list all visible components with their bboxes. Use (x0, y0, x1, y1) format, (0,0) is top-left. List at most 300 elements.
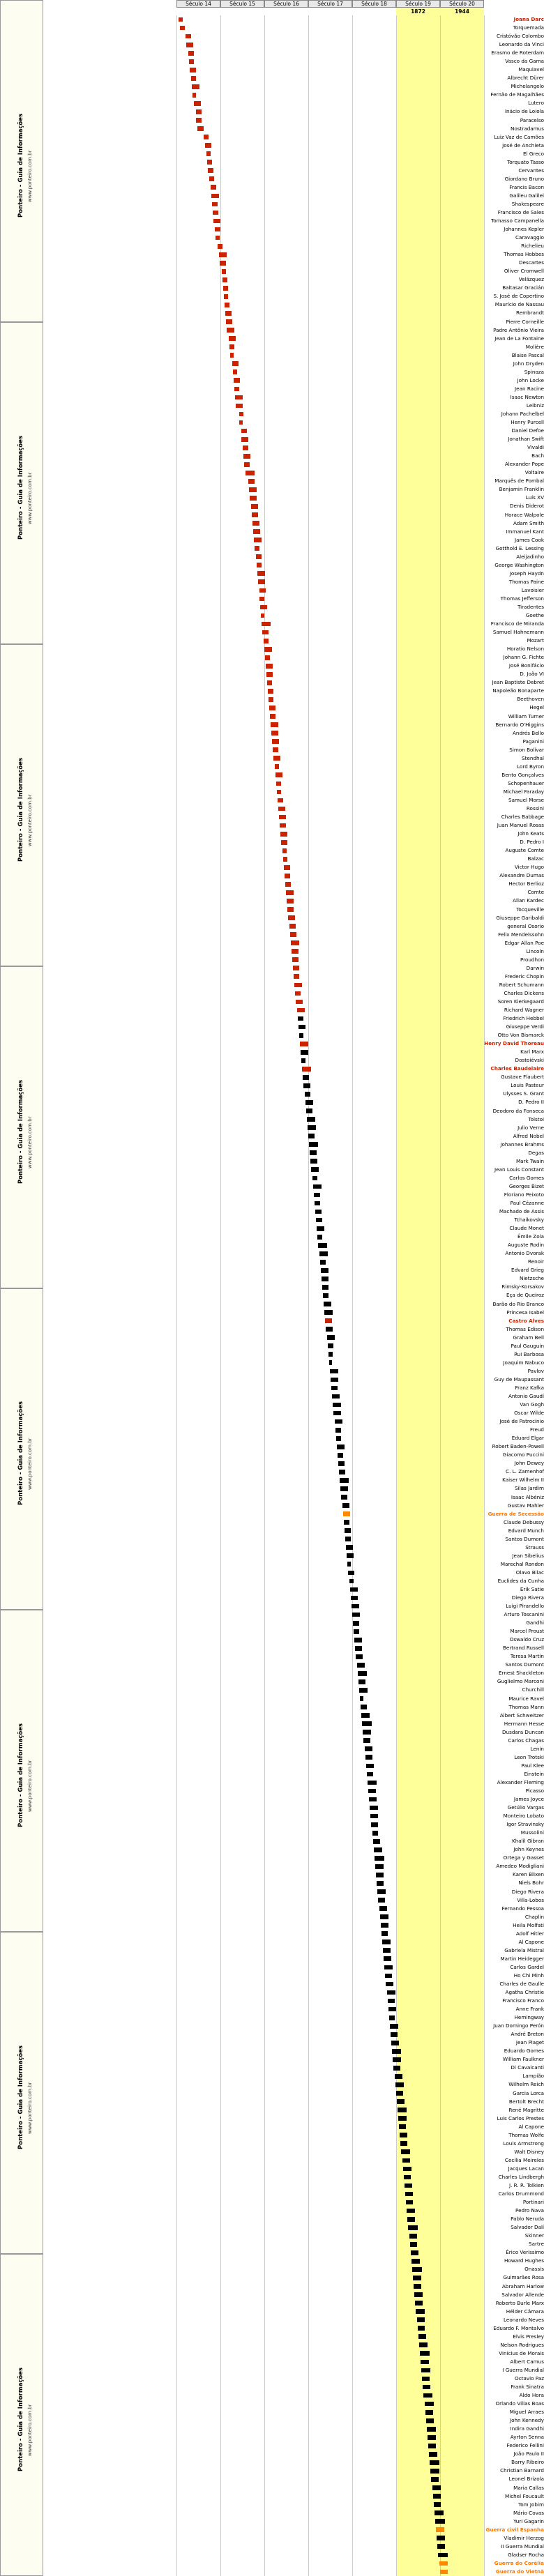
timeline-row[interactable] (0, 1132, 544, 1141)
timeline-row[interactable] (0, 443, 544, 452)
timeline-row[interactable] (0, 418, 544, 427)
timeline-row[interactable] (0, 309, 544, 317)
timeline-row[interactable] (0, 863, 544, 871)
timeline-row[interactable] (0, 2140, 544, 2148)
timeline-row[interactable] (0, 2030, 544, 2038)
timeline-row[interactable] (0, 2291, 544, 2299)
timeline-row[interactable] (0, 1174, 544, 1182)
timeline-row[interactable] (0, 1367, 544, 1375)
timeline-row[interactable] (0, 1166, 544, 1174)
timeline-row[interactable] (0, 805, 544, 813)
timeline-row[interactable] (0, 1854, 544, 1862)
timeline-row[interactable] (0, 1737, 544, 1745)
timeline-row[interactable] (0, 183, 544, 192)
timeline-row[interactable] (0, 393, 544, 402)
timeline-row[interactable] (0, 158, 544, 167)
timeline-row[interactable] (0, 1845, 544, 1854)
timeline-row[interactable] (0, 2568, 544, 2576)
timeline-row[interactable] (0, 318, 544, 326)
timeline-row[interactable] (0, 1342, 544, 1350)
timeline-row[interactable] (0, 208, 544, 217)
timeline-row[interactable] (0, 645, 544, 653)
timeline-row[interactable] (0, 595, 544, 603)
timeline-row[interactable] (0, 830, 544, 838)
timeline-row[interactable] (0, 1031, 544, 1039)
timeline-row[interactable] (0, 2265, 544, 2273)
timeline-row[interactable] (0, 964, 544, 973)
timeline-row[interactable] (0, 570, 544, 578)
timeline-row[interactable] (0, 897, 544, 905)
timeline-row[interactable] (0, 922, 544, 931)
timeline-row[interactable] (0, 1804, 544, 1812)
timeline-row[interactable] (0, 1997, 544, 2005)
timeline-row[interactable] (0, 2316, 544, 2324)
timeline-row[interactable] (0, 1862, 544, 1870)
timeline-row[interactable] (0, 1544, 544, 1552)
timeline-row[interactable] (0, 1787, 544, 1795)
timeline-row[interactable] (0, 1384, 544, 1392)
timeline-row[interactable] (0, 1334, 544, 1342)
timeline-row[interactable] (0, 2341, 544, 2349)
timeline-row[interactable] (0, 2080, 544, 2089)
timeline-row[interactable] (0, 242, 544, 250)
timeline-row[interactable] (0, 300, 544, 309)
timeline-row[interactable] (0, 788, 544, 796)
timeline-row[interactable] (0, 528, 544, 536)
timeline-row[interactable] (0, 427, 544, 435)
timeline-row[interactable] (0, 1980, 544, 1988)
timeline-row[interactable] (0, 1762, 544, 1770)
timeline-row[interactable] (0, 2181, 544, 2190)
timeline-row[interactable] (0, 292, 544, 300)
timeline-row[interactable] (0, 1527, 544, 1535)
timeline-row[interactable] (0, 107, 544, 116)
timeline-row[interactable] (0, 670, 544, 678)
timeline-row[interactable] (0, 1073, 544, 1081)
timeline-row[interactable] (0, 1753, 544, 1762)
timeline-row[interactable] (0, 2207, 544, 2215)
timeline-row[interactable] (0, 133, 544, 142)
timeline-row[interactable] (0, 1484, 544, 1493)
timeline-row[interactable] (0, 1946, 544, 1955)
timeline-row[interactable] (0, 628, 544, 637)
timeline-row[interactable] (0, 763, 544, 771)
timeline-row[interactable] (0, 1291, 544, 1300)
timeline-row[interactable] (0, 536, 544, 544)
timeline-row[interactable] (0, 586, 544, 595)
timeline-row[interactable] (0, 1602, 544, 1610)
timeline-row[interactable] (0, 2543, 544, 2551)
timeline-row[interactable] (0, 947, 544, 956)
timeline-row[interactable] (0, 2475, 544, 2483)
timeline-row[interactable] (0, 360, 544, 368)
timeline-row[interactable] (0, 2467, 544, 2475)
timeline-row[interactable] (0, 1141, 544, 1149)
timeline-row[interactable] (0, 1056, 544, 1065)
timeline-row[interactable] (0, 603, 544, 611)
timeline-row[interactable] (0, 1207, 544, 1216)
timeline-row[interactable] (0, 1686, 544, 1694)
timeline-row[interactable] (0, 796, 544, 805)
timeline-row[interactable] (0, 1426, 544, 1434)
timeline-row[interactable] (0, 1023, 544, 1031)
timeline-row[interactable] (0, 653, 544, 662)
timeline-row[interactable] (0, 1249, 544, 1258)
timeline-row[interactable] (0, 385, 544, 393)
timeline-row[interactable] (0, 821, 544, 830)
timeline-row[interactable] (0, 2223, 544, 2232)
timeline-row[interactable] (0, 1241, 544, 1249)
timeline-row[interactable] (0, 1535, 544, 1544)
timeline-row[interactable] (0, 662, 544, 670)
timeline-row[interactable] (0, 738, 544, 746)
timeline-row[interactable] (0, 1518, 544, 1527)
timeline-row[interactable] (0, 1594, 544, 1602)
timeline-row[interactable] (0, 2501, 544, 2509)
timeline-row[interactable] (0, 1896, 544, 1905)
timeline-row[interactable] (0, 259, 544, 267)
timeline-row[interactable] (0, 1224, 544, 1233)
timeline-row[interactable] (0, 695, 544, 703)
timeline-row[interactable] (0, 1770, 544, 1778)
timeline-row[interactable] (0, 2131, 544, 2140)
timeline-row[interactable] (0, 1669, 544, 1677)
timeline-row[interactable] (0, 326, 544, 335)
timeline-row[interactable] (0, 125, 544, 133)
timeline-row[interactable] (0, 1434, 544, 1442)
timeline-row[interactable] (0, 1258, 544, 1266)
timeline-row[interactable] (0, 1392, 544, 1401)
timeline-row[interactable] (0, 2517, 544, 2526)
timeline-row[interactable] (0, 846, 544, 855)
timeline-row[interactable] (0, 1677, 544, 1686)
timeline-row[interactable] (0, 1317, 544, 1325)
timeline-row[interactable] (0, 729, 544, 738)
timeline-row[interactable] (0, 468, 544, 477)
timeline-row[interactable] (0, 275, 544, 284)
timeline-row[interactable] (0, 2022, 544, 2030)
timeline-row[interactable] (0, 1216, 544, 1224)
timeline-row[interactable] (0, 2248, 544, 2257)
timeline-row[interactable] (0, 2408, 544, 2416)
timeline-row[interactable] (0, 939, 544, 947)
timeline-row[interactable] (0, 150, 544, 158)
timeline-row[interactable] (0, 234, 544, 242)
timeline-row[interactable] (0, 1820, 544, 1829)
timeline-row[interactable] (0, 1309, 544, 1317)
timeline-row[interactable] (0, 1720, 544, 1728)
timeline-row[interactable] (0, 335, 544, 343)
timeline-row[interactable] (0, 1636, 544, 1644)
timeline-row[interactable] (0, 2089, 544, 2098)
timeline-row[interactable] (0, 494, 544, 502)
timeline-row[interactable] (0, 1870, 544, 1879)
timeline-row[interactable] (0, 2148, 544, 2156)
timeline-row[interactable] (0, 1921, 544, 1930)
timeline-row[interactable] (0, 142, 544, 150)
timeline-row[interactable] (0, 1090, 544, 1098)
timeline-row[interactable] (0, 1468, 544, 1476)
timeline-row[interactable] (0, 1652, 544, 1661)
timeline-row[interactable] (0, 1493, 544, 1502)
timeline-row[interactable] (0, 1149, 544, 1157)
timeline-row[interactable] (0, 1442, 544, 1451)
timeline-row[interactable] (0, 2366, 544, 2375)
timeline-row[interactable] (0, 1157, 544, 1166)
timeline-row[interactable] (0, 1124, 544, 1132)
timeline-row[interactable] (0, 746, 544, 754)
timeline-row[interactable] (0, 116, 544, 125)
timeline-row[interactable] (0, 1745, 544, 1753)
timeline-row[interactable] (0, 1107, 544, 1115)
timeline-row[interactable] (0, 561, 544, 570)
timeline-row[interactable] (0, 2273, 544, 2282)
timeline-row[interactable] (0, 1879, 544, 1887)
timeline-row[interactable] (0, 1888, 544, 1896)
timeline-row[interactable] (0, 2072, 544, 2080)
timeline-row[interactable] (0, 1837, 544, 1845)
timeline-row[interactable] (0, 2038, 544, 2047)
timeline-row[interactable] (0, 2190, 544, 2198)
timeline-row[interactable] (0, 1401, 544, 1409)
timeline-row[interactable] (0, 981, 544, 989)
timeline-row[interactable] (0, 200, 544, 208)
timeline-row[interactable] (0, 973, 544, 981)
timeline-row[interactable] (0, 754, 544, 763)
timeline-row[interactable] (0, 1619, 544, 1627)
timeline-row[interactable] (0, 485, 544, 494)
timeline-row[interactable] (0, 1283, 544, 1291)
timeline-row[interactable] (0, 24, 544, 32)
timeline-row[interactable] (0, 703, 544, 712)
timeline-row[interactable] (0, 1829, 544, 1837)
timeline-row[interactable] (0, 1300, 544, 1309)
timeline-row[interactable] (0, 1778, 544, 1787)
timeline-row[interactable] (0, 1627, 544, 1636)
timeline-row[interactable] (0, 511, 544, 519)
timeline-row[interactable] (0, 2198, 544, 2207)
timeline-row[interactable] (0, 1703, 544, 1712)
timeline-row[interactable] (0, 1014, 544, 1023)
timeline-row[interactable] (0, 2391, 544, 2400)
timeline-row[interactable] (0, 1098, 544, 1106)
timeline-row[interactable] (0, 2114, 544, 2123)
timeline-row[interactable] (0, 74, 544, 82)
timeline-row[interactable] (0, 460, 544, 468)
timeline-row[interactable] (0, 1409, 544, 1417)
timeline-row[interactable] (0, 1350, 544, 1359)
timeline-row[interactable] (0, 452, 544, 460)
timeline-row[interactable] (0, 435, 544, 443)
timeline-row[interactable] (0, 376, 544, 385)
timeline-row[interactable] (0, 2240, 544, 2248)
timeline-row[interactable] (0, 578, 544, 586)
timeline-row[interactable] (0, 1644, 544, 1652)
timeline-row[interactable] (0, 637, 544, 645)
timeline-row[interactable] (0, 871, 544, 880)
timeline-row[interactable] (0, 2098, 544, 2106)
timeline-row[interactable] (0, 2375, 544, 2383)
timeline-row[interactable] (0, 1913, 544, 1921)
timeline-row[interactable] (0, 2055, 544, 2064)
timeline-row[interactable] (0, 1451, 544, 1459)
timeline-row[interactable] (0, 2215, 544, 2223)
timeline-row[interactable] (0, 2509, 544, 2517)
timeline-row[interactable] (0, 250, 544, 259)
timeline-row[interactable] (0, 1972, 544, 1980)
timeline-row[interactable] (0, 1812, 544, 1820)
timeline-row[interactable] (0, 1577, 544, 1585)
timeline-row[interactable] (0, 620, 544, 628)
timeline-row[interactable] (0, 2173, 544, 2181)
timeline-row[interactable] (0, 2534, 544, 2543)
timeline-row[interactable] (0, 2324, 544, 2333)
timeline-row[interactable] (0, 1955, 544, 1963)
timeline-row[interactable] (0, 167, 544, 175)
timeline-row[interactable] (0, 343, 544, 351)
timeline-row[interactable] (0, 1610, 544, 1619)
timeline-row[interactable] (0, 838, 544, 846)
timeline-row[interactable] (0, 1325, 544, 1334)
timeline-row[interactable] (0, 351, 544, 360)
timeline-row[interactable] (0, 2551, 544, 2559)
timeline-row[interactable] (0, 2358, 544, 2366)
timeline-row[interactable] (0, 2165, 544, 2173)
timeline-row[interactable] (0, 1274, 544, 1283)
timeline-row[interactable] (0, 1930, 544, 1938)
timeline-row[interactable] (0, 2458, 544, 2467)
timeline-row[interactable] (0, 1963, 544, 1972)
timeline-row[interactable] (0, 880, 544, 888)
timeline-row[interactable] (0, 1988, 544, 1997)
timeline-row[interactable] (0, 906, 544, 914)
timeline-row[interactable] (0, 99, 544, 107)
timeline-row[interactable] (0, 2156, 544, 2165)
timeline-row[interactable] (0, 1182, 544, 1191)
timeline-row[interactable] (0, 477, 544, 485)
timeline-row[interactable] (0, 2047, 544, 2055)
timeline-row[interactable] (0, 2559, 544, 2568)
timeline-row[interactable] (0, 553, 544, 561)
timeline-row[interactable] (0, 2005, 544, 2013)
timeline-row[interactable] (0, 217, 544, 225)
timeline-row[interactable] (0, 1560, 544, 1569)
timeline-row[interactable] (0, 1048, 544, 1056)
timeline-row[interactable] (0, 2383, 544, 2391)
timeline-row[interactable] (0, 1476, 544, 1484)
timeline-row[interactable] (0, 2232, 544, 2240)
timeline-row[interactable] (0, 813, 544, 821)
timeline-row[interactable] (0, 611, 544, 620)
timeline-row[interactable] (0, 2416, 544, 2425)
timeline-row[interactable] (0, 2257, 544, 2265)
timeline-row[interactable] (0, 1266, 544, 1274)
timeline-row[interactable] (0, 721, 544, 729)
timeline-row[interactable] (0, 1905, 544, 1913)
timeline-row[interactable] (0, 931, 544, 939)
timeline-row[interactable] (0, 1510, 544, 1518)
timeline-row[interactable] (0, 712, 544, 721)
timeline-row[interactable] (0, 40, 544, 49)
timeline-row[interactable] (0, 2333, 544, 2341)
timeline-row[interactable] (0, 402, 544, 410)
timeline-row[interactable] (0, 284, 544, 292)
timeline-row[interactable] (0, 1191, 544, 1199)
timeline-row[interactable] (0, 771, 544, 779)
timeline-row[interactable] (0, 914, 544, 922)
timeline-row[interactable] (0, 544, 544, 553)
timeline-row[interactable] (0, 2433, 544, 2441)
timeline-row[interactable] (0, 1417, 544, 1426)
timeline-row[interactable] (0, 989, 544, 998)
timeline-row[interactable] (0, 2282, 544, 2291)
timeline-row[interactable] (0, 2299, 544, 2308)
timeline-row[interactable] (0, 2425, 544, 2433)
timeline-row[interactable] (0, 2013, 544, 2022)
timeline-row[interactable] (0, 1459, 544, 1468)
timeline-row[interactable] (0, 49, 544, 57)
timeline-row[interactable] (0, 225, 544, 234)
timeline-row[interactable] (0, 1585, 544, 1594)
timeline-row[interactable] (0, 1359, 544, 1367)
timeline-row[interactable] (0, 82, 544, 91)
timeline-row[interactable] (0, 57, 544, 66)
timeline-row[interactable] (0, 32, 544, 40)
timeline-row[interactable] (0, 1695, 544, 1703)
timeline-row[interactable] (0, 1938, 544, 1946)
timeline-row[interactable] (0, 1081, 544, 1090)
timeline-row[interactable] (0, 2441, 544, 2450)
timeline-row[interactable] (0, 2106, 544, 2114)
timeline-row[interactable] (0, 175, 544, 183)
timeline-row[interactable] (0, 15, 544, 24)
timeline-row[interactable] (0, 2492, 544, 2501)
timeline-row[interactable] (0, 1039, 544, 1048)
timeline-row[interactable] (0, 1502, 544, 1510)
timeline-row[interactable] (0, 998, 544, 1006)
timeline-row[interactable] (0, 1728, 544, 1737)
timeline-row[interactable] (0, 502, 544, 510)
timeline-row[interactable] (0, 1199, 544, 1207)
timeline-row[interactable] (0, 1569, 544, 1577)
timeline-row[interactable] (0, 1552, 544, 1560)
timeline-row[interactable] (0, 2123, 544, 2131)
timeline-row[interactable] (0, 1006, 544, 1014)
timeline-row[interactable] (0, 855, 544, 863)
timeline-row[interactable] (0, 1233, 544, 1241)
timeline-row[interactable] (0, 267, 544, 275)
timeline-row[interactable] (0, 1795, 544, 1804)
timeline-row[interactable] (0, 519, 544, 528)
timeline-row[interactable] (0, 2400, 544, 2408)
timeline-row[interactable] (0, 1375, 544, 1384)
timeline-row[interactable] (0, 192, 544, 200)
timeline-row[interactable] (0, 410, 544, 418)
timeline-row[interactable] (0, 888, 544, 897)
timeline-row[interactable] (0, 2308, 544, 2316)
timeline-row[interactable] (0, 678, 544, 687)
timeline-row[interactable] (0, 687, 544, 695)
timeline-row[interactable] (0, 2450, 544, 2458)
timeline-row[interactable] (0, 1065, 544, 1073)
timeline-row[interactable] (0, 2526, 544, 2534)
timeline-row[interactable] (0, 779, 544, 788)
timeline-row[interactable] (0, 66, 544, 74)
timeline-row[interactable] (0, 2064, 544, 2072)
timeline-row[interactable] (0, 1712, 544, 1720)
timeline-row[interactable] (0, 956, 544, 964)
timeline-row[interactable] (0, 2484, 544, 2492)
